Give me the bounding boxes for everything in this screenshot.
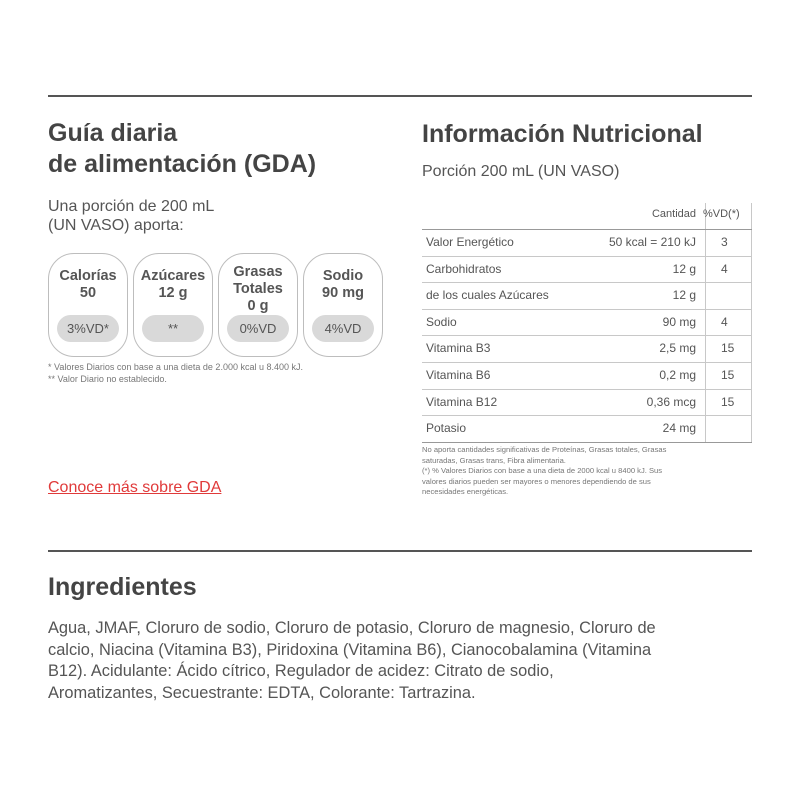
table-right-border [751,390,752,416]
nutrition-footnote-line: (*) % Valores Diarios con base a una dieta de 2000 kcal u 8400 kJ. Sus [422,466,663,475]
column-divider [705,257,706,283]
nutrition-footnote-line: saturadas, Grasas trans, Fibra alimentaria. [422,455,566,465]
row-name: Vitamina B6 [426,367,491,382]
gda-box-pill: 3%VD* [57,315,119,342]
ingredients-line: Aromatizantes, Secuestrante: EDTA, Colorante: Tartrazina. [48,683,476,702]
top-divider [48,95,752,97]
nutrition-footnotes [422,445,742,498]
nutrition-title: Información Nutricional [422,120,703,148]
header-daily-value: %VD(*) [703,208,740,220]
gda-box-sugars [133,253,213,357]
gda-box-label [49,268,127,302]
gda-more-info-link[interactable]: Conoce más sobre GDA [48,479,222,496]
gda-box-nutrient: Grasas [233,264,283,280]
table-right-border [751,336,752,362]
column-divider [705,310,706,336]
gda-portion-line2: (UN VASO) aporta: [48,217,184,234]
column-divider [705,336,706,362]
gda-footnote-2: ** Valor Diario no establecido. [48,373,167,384]
gda-boxes [48,253,386,357]
table-row [422,283,752,310]
row-quantity: 24 mg [662,421,696,436]
ingredients-title: Ingredientes [48,573,197,601]
gda-title-line2: de alimentación (GDA) [48,150,317,178]
row-daily-value: 4 [721,314,728,329]
row-quantity: 12 g [672,288,696,303]
row-daily-value: 15 [721,341,735,356]
gda-title-line1: Guía diaria [48,119,178,147]
row-name: Carbohidratos [426,261,502,276]
nutrition-table [422,199,752,443]
table-row [422,390,752,417]
gda-box-label [304,268,382,302]
gda-box-amount: 50 [79,285,97,301]
row-daily-value: 15 [721,394,735,409]
gda-box-pill: ** [142,315,204,342]
row-name: Vitamina B3 [426,341,491,356]
nutrition-footnote-line: necesidades energéticas. [422,487,509,496]
row-name: Sodio [426,314,457,329]
row-daily-value: 3 [721,235,728,249]
row-daily-value: 4 [721,261,728,276]
gda-box-label [219,264,297,315]
gda-box-label [134,268,212,302]
row-quantity: 90 mg [662,314,696,329]
column-divider [705,416,706,442]
row-name: Valor Energético [426,235,514,249]
gda-box-calories [48,253,128,357]
gda-box-total-fat [218,253,298,357]
ingredients-line: calcio, Niacina (Vitamina B3), Piridoxina (Vitamina B6), Cianocobalamina (Vitamina [48,640,652,659]
table-row [422,363,752,390]
row-daily-value: 15 [721,367,735,382]
gda-box-nutrient: Sodio [322,268,364,284]
table-row [422,230,752,257]
row-name: Vitamina B12 [426,394,498,409]
table-row [422,310,752,337]
column-divider [705,363,706,389]
gda-title [48,118,316,180]
table-right-border [751,257,752,283]
table-right-border [751,283,752,309]
gda-box-pill: 0%VD [227,315,289,342]
row-quantity: 0,2 mg [659,367,696,382]
header-quantity: Cantidad [651,208,696,220]
column-divider [705,390,706,416]
gda-box-amount: 0 g [247,298,269,314]
row-quantity: 2,5 mg [659,341,696,356]
section-divider [48,550,752,552]
nutrition-footnote-line: No aporta cantidades significativas de Proteínas, Grasas totales, Grasas [422,445,667,454]
row-quantity: 50 kcal = 210 kJ [608,235,696,249]
table-row [422,336,752,363]
gda-portion [48,197,214,235]
gda-box-pill: 4%VD [312,315,374,342]
gda-box-amount: 12 g [158,285,188,301]
row-name: Potasio [426,421,467,436]
row-name: de los cuales Azúcares [426,288,549,303]
table-row [422,257,752,284]
gda-portion-line1: Una porción de 200 mL [48,198,215,215]
gda-box-sodium [303,253,383,357]
table-row [422,416,752,443]
table-right-border [751,310,752,336]
gda-box-nutrient: Calorías [59,268,117,284]
column-divider [705,283,706,309]
row-quantity: 0,36 mcg [646,394,696,409]
row-quantity: 12 g [672,261,696,276]
table-right-border [751,230,752,256]
nutrition-footnote-line: valores diarios pueden ser mayores o menores dependiendo de sus [422,476,651,486]
gda-box-amount: 90 mg [322,285,364,301]
table-right-border [751,203,752,229]
nutrition-table-header [422,199,752,230]
ingredients-text [48,618,758,704]
gda-box-nutrient: Azúcares [140,268,206,284]
nutrition-portion: Porción 200 mL (UN VASO) [422,163,620,180]
table-right-border [751,363,752,389]
ingredients-line: Agua, JMAF, Cloruro de sodio, Cloruro de potasio, Cloruro de magnesio, Cloruro de [48,619,656,637]
table-right-border [751,416,752,442]
column-divider [705,230,706,256]
gda-box-nutrient-2: Totales [233,281,283,297]
gda-footnote-1: * Valores Diarios con base a una dieta de 2.000 kcal u 8.400 kJ. [48,362,303,372]
gda-footnotes [48,362,303,385]
ingredients-line: B12). Acidulante: Ácido cítrico, Regulador de acidez: Citrato de sodio, [48,662,554,680]
